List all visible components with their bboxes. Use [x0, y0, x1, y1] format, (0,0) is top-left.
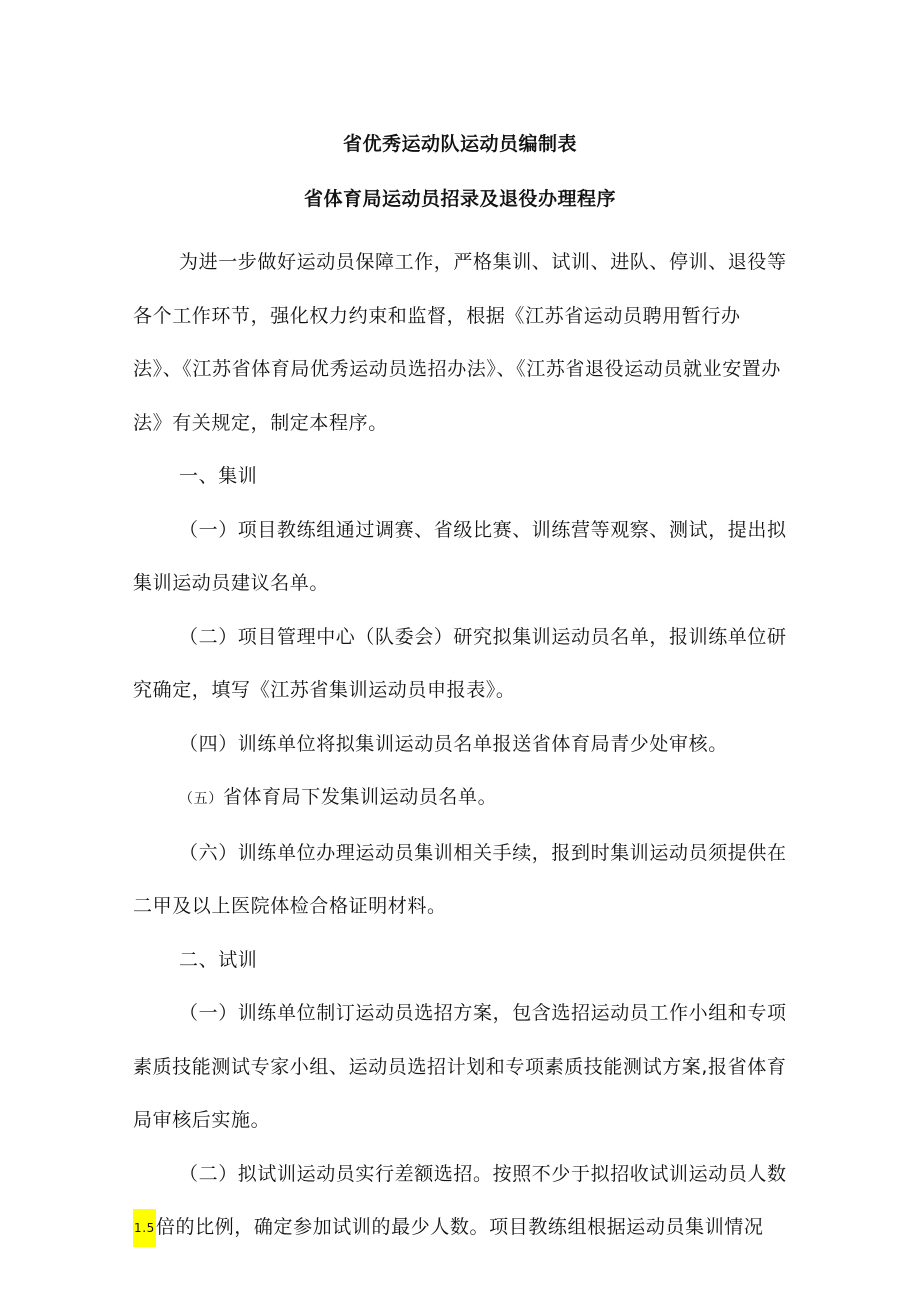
section-2-item-1: （一）训练单位制订运动员选招方案，包含选招运动员工作小组和专项素质技能测试专家小组、运动员选招计划和专项素质技能测试方案,报省体育局审核后实施。 [133, 1002, 787, 1131]
section-1-item-5 [133, 771, 788, 827]
section-heading-1: 一、集训 [179, 465, 258, 487]
intro-paragraph: 为进一步做好运动员保障工作，严格集训、试训、进队、停训、退役等各个工作环节，强化权力约束和监督，根据《江苏省运动员聘用暂行办法》、《江苏省体育局优秀运动员选招办法》、《江苏省退役运动员就业安置办法》有关规定，制定本程序。 [133, 251, 787, 434]
section-1-item-2: （二）项目管理中心（队委会）研究拟集训运动员名单，报训练单位研究确定，填写《江苏省集训运动员申报表》。 [133, 625, 787, 701]
section-1-item-1: （一）项目教练组通过调赛、省级比赛、训练营等观察、测试，提出拟集训运动员建议名单。 [133, 518, 787, 594]
item-2-text-a: （二）拟试训运动员实行差额选招。按照不少于拟招收试训运动员人数 [179, 1162, 787, 1185]
document-title-2: 省体育局运动员招录及退役办理程序 [303, 188, 616, 210]
item-5-number: （五） [179, 791, 223, 807]
document-body [133, 236, 788, 1256]
item-5-text: 省体育局下发集训运动员名单。 [222, 786, 498, 808]
section-1-item-6: （六）训练单位办理运动员集训相关手续，报到时集训运动员须提供在二甲及以上医院体检合格证明材料。 [133, 841, 787, 917]
document-title-1: 省优秀运动队运动员编制表 [342, 133, 577, 155]
section-2-item-2 [133, 1148, 788, 1256]
item-2-text-b: 倍的比例，确定参加试训的最少人数。项目教练组根据运动员集训情况 [155, 1216, 764, 1238]
highlighted-ratio: 1.5 [133, 1209, 156, 1247]
section-heading-2: 二、试训 [179, 948, 258, 971]
section-1-item-4: （四）训练单位将拟集训运动员名单报送省体育局青少处审核。 [179, 732, 728, 755]
